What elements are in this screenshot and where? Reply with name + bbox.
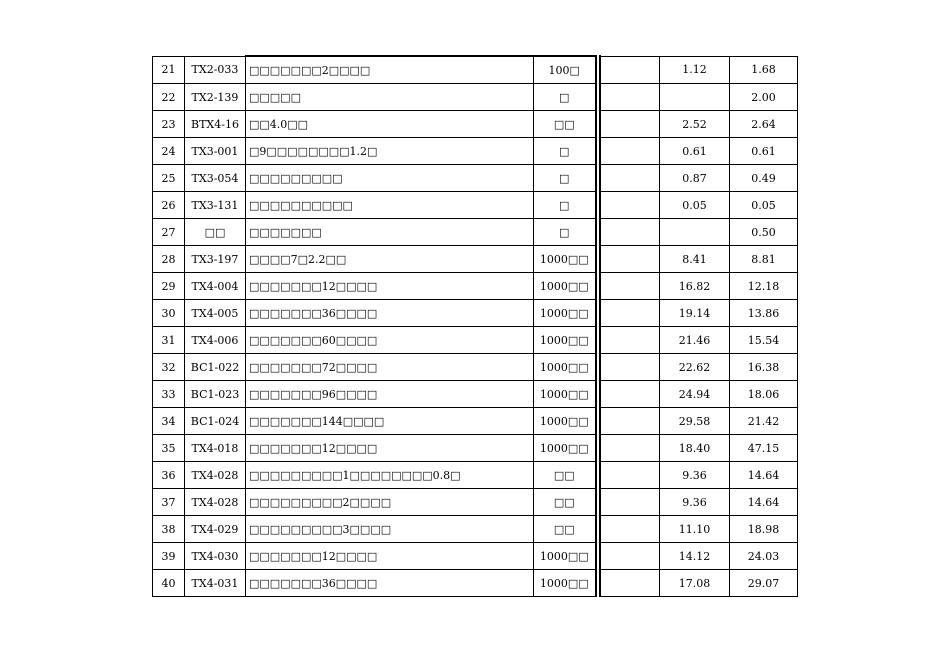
item-name-cell: □□□□□□□□□2□□□□ [246, 489, 534, 516]
item-code-cell: TX2-033 [185, 56, 246, 84]
unit-cell: □ [534, 192, 598, 219]
row-number-cell: 26 [153, 192, 185, 219]
price-cell: 16.82 [660, 273, 730, 300]
price-cell: 19.14 [660, 300, 730, 327]
row-number-cell: 23 [153, 111, 185, 138]
unit-cell: 1000□□ [534, 327, 598, 354]
price-cell: 11.10 [660, 516, 730, 543]
item-code-cell: TX4-031 [185, 570, 246, 597]
item-code-cell: TX4-028 [185, 462, 246, 489]
item-name-cell: □□□□□□□□□3□□□□ [246, 516, 534, 543]
amount-cell: 29.07 [730, 570, 798, 597]
quantity-cell [598, 165, 660, 192]
row-number-cell: 37 [153, 489, 185, 516]
quantity-cell [598, 435, 660, 462]
unit-cell: 1000□□ [534, 300, 598, 327]
amount-cell: 21.42 [730, 408, 798, 435]
price-cell: 22.62 [660, 354, 730, 381]
item-name-cell: □□4.0□□ [246, 111, 534, 138]
row-number-cell: 29 [153, 273, 185, 300]
unit-cell: 1000□□ [534, 570, 598, 597]
price-cell: 29.58 [660, 408, 730, 435]
row-number-cell: 38 [153, 516, 185, 543]
item-code-cell: TX2-139 [185, 84, 246, 111]
item-name-cell: □□□□□ [246, 84, 534, 111]
item-name-cell: □□□□7□2.2□□ [246, 246, 534, 273]
unit-cell: 1000□□ [534, 435, 598, 462]
table-row [153, 381, 798, 408]
item-code-cell: TX3-001 [185, 138, 246, 165]
quantity-cell [598, 462, 660, 489]
item-name-cell: □□□□□□□□□ [246, 165, 534, 192]
price-cell: 21.46 [660, 327, 730, 354]
row-number-cell: 40 [153, 570, 185, 597]
table-row [153, 570, 798, 597]
table-body [153, 56, 798, 597]
item-code-cell: BC1-022 [185, 354, 246, 381]
table-row [153, 435, 798, 462]
quantity-cell [598, 273, 660, 300]
quantity-cell [598, 354, 660, 381]
amount-cell: 2.00 [730, 84, 798, 111]
amount-cell: 18.98 [730, 516, 798, 543]
item-code-cell: TX3-054 [185, 165, 246, 192]
quantity-cell [598, 408, 660, 435]
row-number-cell: 33 [153, 381, 185, 408]
quantity-cell [598, 570, 660, 597]
amount-cell: 14.64 [730, 462, 798, 489]
amount-cell: 24.03 [730, 543, 798, 570]
row-number-cell: 39 [153, 543, 185, 570]
quantity-cell [598, 138, 660, 165]
table-row [153, 327, 798, 354]
unit-cell: □ [534, 219, 598, 246]
row-number-cell: 36 [153, 462, 185, 489]
item-name-cell: □9□□□□□□□□1.2□ [246, 138, 534, 165]
price-cell: 9.36 [660, 489, 730, 516]
amount-cell: 18.06 [730, 381, 798, 408]
row-number-cell: 30 [153, 300, 185, 327]
item-name-cell: □□□□□□□36□□□□ [246, 570, 534, 597]
item-code-cell: TX4-030 [185, 543, 246, 570]
row-number-cell: 27 [153, 219, 185, 246]
price-cell: 0.05 [660, 192, 730, 219]
price-cell: 0.61 [660, 138, 730, 165]
table-row [153, 408, 798, 435]
price-cell: 14.12 [660, 543, 730, 570]
unit-cell: □□ [534, 489, 598, 516]
unit-cell: 1000□□ [534, 408, 598, 435]
quantity-cell [598, 327, 660, 354]
item-name-cell: □□□□□□□□□□ [246, 192, 534, 219]
price-cell: 24.94 [660, 381, 730, 408]
unit-cell: □□ [534, 516, 598, 543]
price-cell: 9.36 [660, 462, 730, 489]
row-number-cell: 35 [153, 435, 185, 462]
item-code-cell: TX3-197 [185, 246, 246, 273]
unit-cell: □□ [534, 111, 598, 138]
item-name-cell: □□□□□□□72□□□□ [246, 354, 534, 381]
table-row [153, 192, 798, 219]
quantity-cell [598, 381, 660, 408]
item-code-cell: TX4-018 [185, 435, 246, 462]
row-number-cell: 25 [153, 165, 185, 192]
unit-cell: 1000□□ [534, 543, 598, 570]
row-number-cell: 24 [153, 138, 185, 165]
item-name-cell: □□□□□□□144□□□□ [246, 408, 534, 435]
quantity-cell [598, 300, 660, 327]
price-cell [660, 84, 730, 111]
table-row [153, 354, 798, 381]
table-row [153, 300, 798, 327]
item-code-cell: BC1-024 [185, 408, 246, 435]
quantity-cell [598, 489, 660, 516]
amount-cell: 0.05 [730, 192, 798, 219]
row-number-cell: 22 [153, 84, 185, 111]
unit-cell: 1000□□ [534, 381, 598, 408]
table-row [153, 246, 798, 273]
table-row [153, 165, 798, 192]
row-number-cell: 34 [153, 408, 185, 435]
price-cell: 18.40 [660, 435, 730, 462]
price-cell: 17.08 [660, 570, 730, 597]
amount-cell: 16.38 [730, 354, 798, 381]
quantity-cell [598, 192, 660, 219]
item-name-cell: □□□□□□□ [246, 219, 534, 246]
amount-cell: 0.49 [730, 165, 798, 192]
item-code-cell: TX4-029 [185, 516, 246, 543]
amount-cell: 12.18 [730, 273, 798, 300]
item-name-cell: □□□□□□□12□□□□ [246, 273, 534, 300]
quantity-cell [598, 543, 660, 570]
row-number-cell: 32 [153, 354, 185, 381]
amount-cell: 14.64 [730, 489, 798, 516]
item-code-cell: TX4-004 [185, 273, 246, 300]
table-row [153, 84, 798, 111]
table-row [153, 516, 798, 543]
item-code-cell: □□ [185, 219, 246, 246]
item-code-cell: TX3-131 [185, 192, 246, 219]
price-cell: 8.41 [660, 246, 730, 273]
item-code-cell: BTX4-16 [185, 111, 246, 138]
item-name-cell: □□□□□□□□□1□□□□□□□□0.8□ [246, 462, 534, 489]
unit-cell: 100□ [534, 56, 598, 84]
quantity-cell [598, 56, 660, 84]
item-code-cell: TX4-005 [185, 300, 246, 327]
item-name-cell: □□□□□□□60□□□□ [246, 327, 534, 354]
item-name-cell: □□□□□□□36□□□□ [246, 300, 534, 327]
unit-cell: 1000□□ [534, 354, 598, 381]
row-number-cell: 21 [153, 56, 185, 84]
quantity-cell [598, 111, 660, 138]
item-name-cell: □□□□□□□12□□□□ [246, 435, 534, 462]
price-cell [660, 219, 730, 246]
amount-cell: 1.68 [730, 56, 798, 84]
quantity-cell [598, 516, 660, 543]
table-row [153, 111, 798, 138]
unit-cell: □ [534, 138, 598, 165]
price-cell: 1.12 [660, 56, 730, 84]
row-number-cell: 28 [153, 246, 185, 273]
price-cell: 0.87 [660, 165, 730, 192]
amount-cell: 15.54 [730, 327, 798, 354]
spreadsheet-table [152, 55, 798, 597]
table-row [153, 219, 798, 246]
item-code-cell: BC1-023 [185, 381, 246, 408]
price-cell: 2.52 [660, 111, 730, 138]
unit-cell: 1000□□ [534, 246, 598, 273]
quantity-cell [598, 246, 660, 273]
row-number-cell: 31 [153, 327, 185, 354]
amount-cell: 0.50 [730, 219, 798, 246]
table-row [153, 138, 798, 165]
table-row [153, 543, 798, 570]
table-row [153, 273, 798, 300]
unit-cell: □ [534, 165, 598, 192]
quantity-cell [598, 84, 660, 111]
item-name-cell: □□□□□□□2□□□□ [246, 56, 534, 84]
amount-cell: 8.81 [730, 246, 798, 273]
item-name-cell: □□□□□□□96□□□□ [246, 381, 534, 408]
amount-cell: 47.15 [730, 435, 798, 462]
table-row [153, 489, 798, 516]
table-row [153, 462, 798, 489]
quantity-cell [598, 219, 660, 246]
unit-cell: □□ [534, 462, 598, 489]
unit-cell: □ [534, 84, 598, 111]
table-row [153, 56, 798, 84]
amount-cell: 0.61 [730, 138, 798, 165]
item-code-cell: TX4-028 [185, 489, 246, 516]
item-code-cell: TX4-006 [185, 327, 246, 354]
item-name-cell: □□□□□□□12□□□□ [246, 543, 534, 570]
amount-cell: 13.86 [730, 300, 798, 327]
amount-cell: 2.64 [730, 111, 798, 138]
unit-cell: 1000□□ [534, 273, 598, 300]
